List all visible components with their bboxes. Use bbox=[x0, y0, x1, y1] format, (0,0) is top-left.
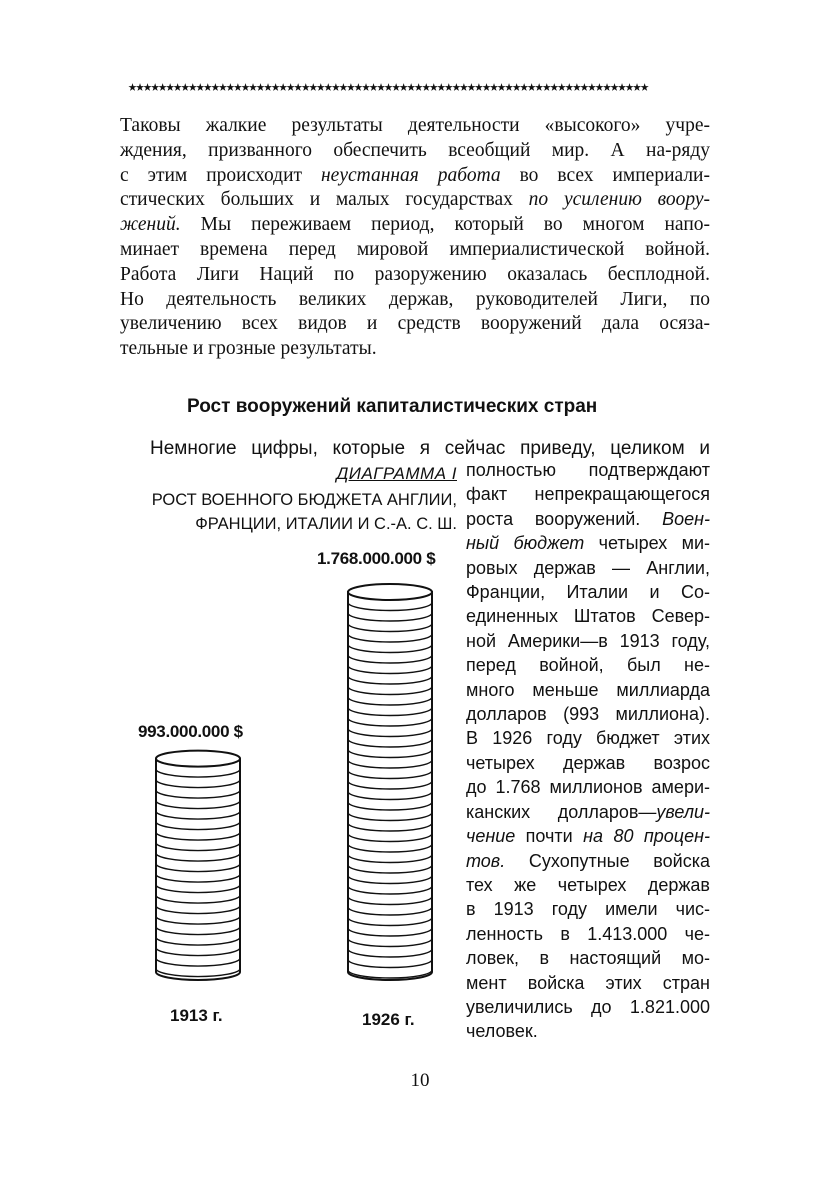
column-line: в 1913 году имели чис- bbox=[466, 899, 710, 920]
emphasis: жений. bbox=[120, 214, 181, 236]
column-line: чение почти на 80 процен- bbox=[466, 826, 710, 847]
paragraph-line: стических больших и малых государствах по усилению воору- bbox=[120, 189, 710, 211]
column-line: мент войска этих стран bbox=[466, 972, 710, 993]
paragraph-line: жений. Мы переживаем период, который во многом напо- bbox=[120, 214, 710, 236]
column-line: ной Америки—в 1913 году, bbox=[466, 630, 710, 651]
emphasis: чение bbox=[466, 826, 516, 847]
bar-value-label-1913: 993.000.000 $ bbox=[138, 722, 243, 741]
paragraph-line: ждения, призванного обеспечить всеобщий мир. А на-ряду bbox=[120, 139, 710, 161]
paragraph-line: тельные и грозные результаты. bbox=[120, 338, 377, 360]
bar-1926 bbox=[348, 584, 432, 980]
column-line: тов. Сухопутные войска bbox=[466, 850, 710, 871]
emphasis: неустанная работа bbox=[320, 164, 501, 186]
column-line: увеличились до 1.821.000 bbox=[466, 996, 710, 1017]
column-line: ровых держав — Англии, bbox=[466, 557, 710, 578]
category-label-1926: 1926 г. bbox=[362, 1010, 415, 1029]
column-line: роста вооружений. Воен- bbox=[466, 508, 710, 529]
column-line: перед войной, был не- bbox=[466, 655, 710, 676]
column-line: Франции, Италии и Со- bbox=[466, 582, 710, 603]
column-line: до 1.768 миллионов амери- bbox=[466, 777, 710, 798]
column-line: человек. bbox=[466, 1021, 538, 1042]
category-label-1913: 1913 г. bbox=[170, 1006, 223, 1025]
paragraph-line: увеличению всех видов и средств вооружений дала осяза- bbox=[120, 313, 710, 335]
emphasis: увели- bbox=[656, 801, 710, 822]
emphasis: Воен- bbox=[662, 508, 710, 529]
section-heading: Рост вооружений капиталистических стран bbox=[187, 396, 598, 417]
diagram-label: ДИАГРАММА I bbox=[336, 464, 457, 483]
column-line: долларов (993 миллиона). bbox=[466, 704, 710, 725]
bar-value-label-1926: 1.768.000.000 $ bbox=[317, 549, 436, 568]
column-line: ный бюджет четырех ми- bbox=[466, 533, 710, 554]
column-line: факт непрекращающегося bbox=[466, 484, 710, 505]
bar-1913 bbox=[156, 751, 240, 980]
diagram-title-line: РОСТ ВОЕННОГО БЮДЖЕТА АНГЛИИ, bbox=[151, 491, 457, 509]
column-line: единенных Штатов Север- bbox=[466, 606, 710, 627]
column-line: канских долларов—увели- bbox=[466, 801, 710, 822]
column-line: тех же четырех держав bbox=[466, 874, 710, 895]
ornament-line: ★★★★★★★★★★★★★★★★★★★★★★★★★★★★★★★★★★★★★★★★★★★★★★★★★★★★★★★★★★★★★★★★★★★★★ bbox=[128, 77, 648, 95]
side-column-text bbox=[466, 458, 710, 1044]
paragraph-line: Таковы жалкие результаты деятельности «высокого» учре- bbox=[120, 115, 710, 136]
emphasis: тов. bbox=[466, 850, 506, 871]
column-line: полностью подтверждают bbox=[466, 460, 710, 480]
paragraph-line: Но деятельность великих держав, руководителей Лиги, по bbox=[120, 288, 710, 310]
page-number: 10 bbox=[410, 1070, 430, 1091]
emphasis: по усилению воору- bbox=[528, 189, 710, 211]
emphasis: на 80 процен- bbox=[583, 826, 710, 847]
paragraph-line: с этим происходит неустанная работа во всех империали- bbox=[120, 164, 710, 186]
emphasis: ный бюджет bbox=[466, 533, 585, 554]
column-line: В 1926 году бюджет этих bbox=[466, 728, 710, 749]
diagram-title-line: ФРАНЦИИ, ИТАЛИИ И С.-А. С. Ш. bbox=[195, 515, 457, 533]
column-line: ловек, в настоящий мо- bbox=[466, 948, 710, 969]
paragraph-line: минает времена перед мировой империалистической войной. bbox=[120, 238, 710, 260]
column-line: четырех держав возрос bbox=[466, 752, 710, 773]
column-line: много меньше миллиарда bbox=[466, 679, 710, 700]
intro-line: Немногие цифры, которые я сейчас приведу, целиком и bbox=[150, 438, 710, 459]
paragraph-line: Работа Лиги Наций по разоружению оказалась бесплодной. bbox=[120, 263, 710, 285]
column-line: ленность в 1.413.000 че- bbox=[466, 923, 710, 944]
